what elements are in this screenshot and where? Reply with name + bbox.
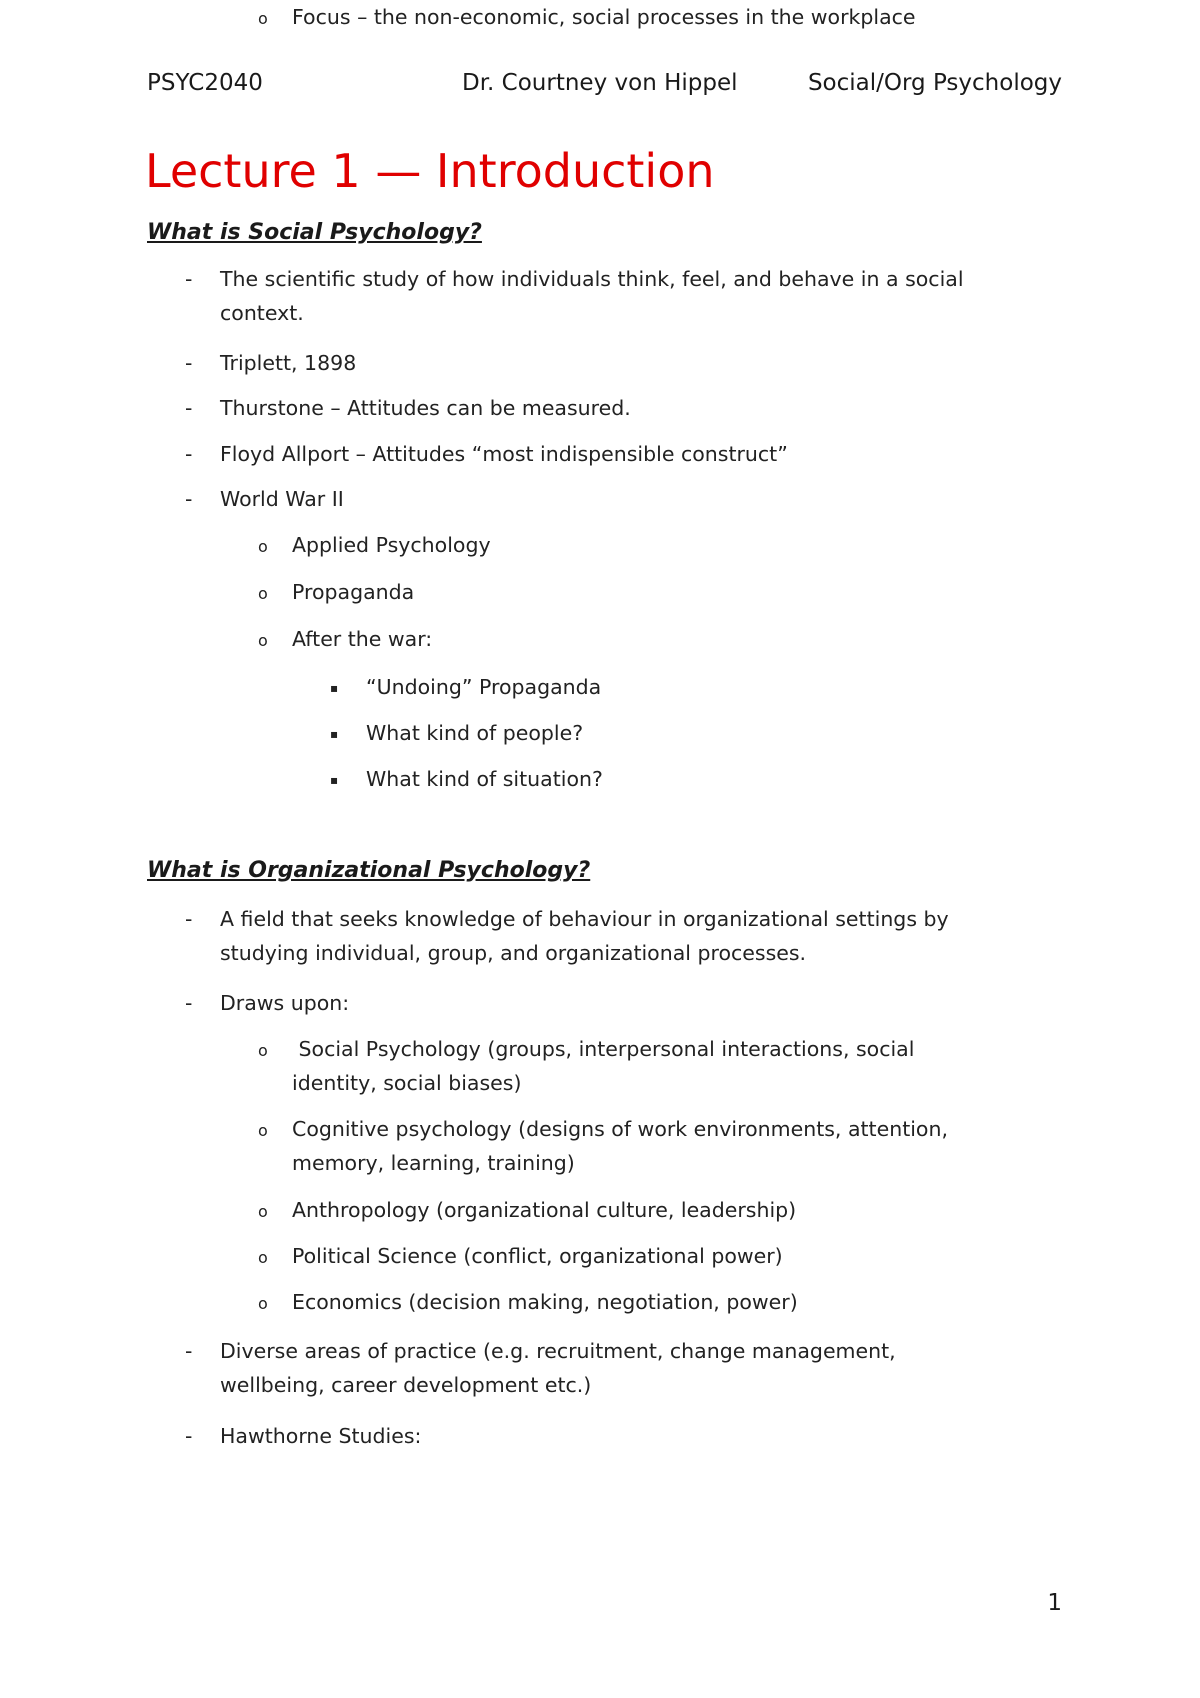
list-item-text: A field that seeks knowledge of behaviour in organizational settings by <box>220 907 949 931</box>
list-item-text: Economics (decision making, negotiation, power) <box>292 1290 798 1314</box>
list-item <box>0 1193 1200 1227</box>
list-item-text: Propaganda <box>292 580 415 604</box>
list-item <box>0 670 1200 704</box>
list-item-text: Diverse areas of practice (e.g. recruitment, change management, <box>220 1339 896 1363</box>
bullet-marker: - <box>185 442 193 466</box>
list-item <box>0 1285 1200 1319</box>
bullet-marker: ▪ <box>330 773 339 787</box>
list-item-text: After the war: <box>292 627 433 651</box>
list-item-text: identity, social biases) <box>292 1071 522 1095</box>
page-header <box>147 70 1062 104</box>
list-item-text: Thurstone – Attitudes can be measured. <box>220 396 631 420</box>
bullet-marker: - <box>185 351 193 375</box>
bullet-marker: - <box>185 487 193 511</box>
header-course-code: PSYC2040 <box>147 70 263 96</box>
list-item-text: World War II <box>220 487 344 511</box>
list-item <box>0 986 1200 1020</box>
list-item <box>0 482 1200 516</box>
bullet-marker: - <box>185 907 193 931</box>
header-instructor: Dr. Courtney von Hippel <box>462 70 738 96</box>
list-item-text: Draws upon: <box>220 991 350 1015</box>
page-number: 1 <box>1047 1590 1062 1616</box>
list-item-text: studying individual, group, and organizational processes. <box>220 941 807 965</box>
lecture-title: Lecture 1 — Introduction <box>145 144 715 198</box>
list-item-text: Floyd Allport – Attitudes “most indispensible construct” <box>220 442 788 466</box>
bullet-marker: - <box>185 1339 193 1363</box>
list-item <box>0 262 1200 330</box>
list-item <box>0 346 1200 380</box>
bullet-marker: o <box>258 9 268 28</box>
list-item-text: context. <box>220 301 304 325</box>
bullet-marker: - <box>185 396 193 420</box>
list-item <box>0 762 1200 796</box>
list-item-text: Applied Psychology <box>292 533 491 557</box>
list-item <box>0 575 1200 609</box>
bullet-marker: o <box>258 1248 268 1267</box>
bullet-marker: ▪ <box>330 681 339 695</box>
list-item <box>0 528 1200 562</box>
list-item-text: Focus – the non-economic, social processes in the workplace <box>292 5 916 29</box>
list-item <box>0 1032 1200 1100</box>
section-heading-social: What is Social Psychology? <box>147 220 482 245</box>
list-item-text: Anthropology (organizational culture, leadership) <box>292 1198 797 1222</box>
list-item <box>0 1112 1200 1180</box>
list-item <box>0 902 1200 970</box>
list-item <box>0 1239 1200 1273</box>
bullet-marker: - <box>185 267 193 291</box>
section-heading-organizational: What is Organizational Psychology? <box>147 858 591 883</box>
list-item-text: Hawthorne Studies: <box>220 1424 422 1448</box>
list-item <box>0 1334 1200 1402</box>
bullet-marker: ▪ <box>330 727 339 741</box>
bullet-marker: o <box>258 537 268 556</box>
list-item <box>0 0 1200 34</box>
list-item-text: Political Science (conflict, organizational power) <box>292 1244 783 1268</box>
list-item <box>0 1419 1200 1453</box>
list-item-text: “Undoing” Propaganda <box>366 675 602 699</box>
list-item-text: memory, learning, training) <box>292 1151 575 1175</box>
bullet-marker: o <box>258 1294 268 1313</box>
list-item-text: Triplett, 1898 <box>220 351 357 375</box>
bullet-marker: - <box>185 1424 193 1448</box>
bullet-marker: o <box>258 1041 268 1060</box>
header-subject: Social/Org Psychology <box>807 70 1062 96</box>
bullet-marker: o <box>258 631 268 650</box>
list-item-text: Social Psychology (groups, interpersonal interactions, social <box>292 1037 915 1061</box>
bullet-marker: - <box>185 991 193 1015</box>
list-item <box>0 622 1200 656</box>
bullet-marker: o <box>258 1121 268 1140</box>
list-item-text: What kind of situation? <box>366 767 603 791</box>
list-item-text: What kind of people? <box>366 721 584 745</box>
list-item <box>0 391 1200 425</box>
bullet-marker: o <box>258 584 268 603</box>
list-item-text: Cognitive psychology (designs of work environments, attention, <box>292 1117 948 1141</box>
list-item-text: wellbeing, career development etc.) <box>220 1373 592 1397</box>
list-item <box>0 437 1200 471</box>
bullet-marker: o <box>258 1202 268 1221</box>
list-item-text: The scientific study of how individuals think, feel, and behave in a social <box>220 267 964 291</box>
list-item <box>0 716 1200 750</box>
